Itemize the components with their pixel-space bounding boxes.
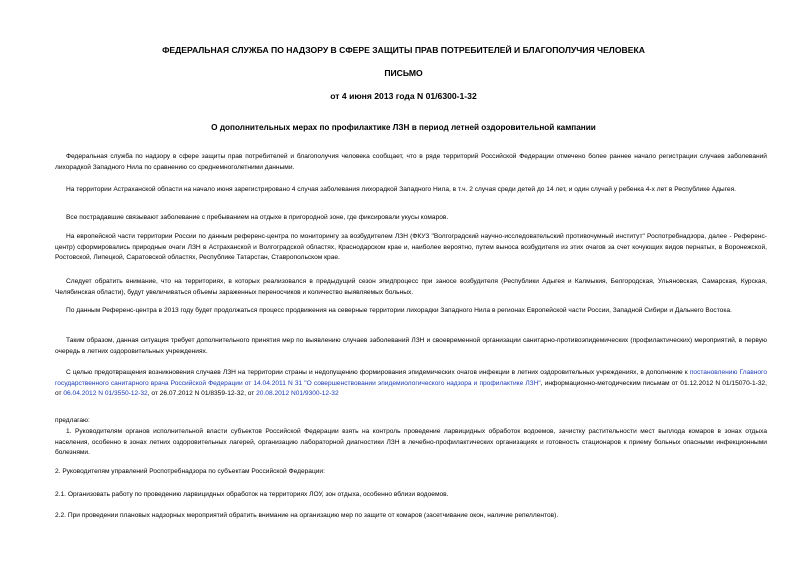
agency-title: ФЕДЕРАЛЬНАЯ СЛУЖБА ПО НАДЗОРУ В СФЕРЕ ЗАЩИТЫ ПРАВ ПОТРЕБИТЕЛЕЙ И БЛАГОПОЛУЧИЯ ЧЕЛОВЕКА (162, 45, 645, 55)
paragraph-3: Все пострадавшие связывают заболевание с пребыванием на отдыхе в пригородной зоне, где фиксировали укусы комаров. (66, 214, 449, 221)
link-letter-01-3550[interactable]: 06.04.2012 N 01/3550-12-32 (63, 390, 148, 397)
paragraph-item-1: 1. Руководителям органов исполнительной власти субъектов Российской Федерации взять на контроль проведение ларвицидных обработок водоемов, зачистку растительности мест выплода комаров в зонах отдыха населения, особенно в зонах летних оздоровительных лагерей, организацию лабораторной диагностики ЛЗН в лечебно-профилактических организациях и готовность стационаров к приему больных опасными инфекционными болезнями. (55, 428, 767, 456)
document-date-number: от 4 июня 2013 года N 01/6300-1-32 (330, 91, 477, 101)
paragraph-item-2-2: 2.2. При проведении плановых надзорных мероприятий обратить внимание на организацию мер по защите от комаров (засетчивание окон, наличие репеллентов). (55, 512, 559, 519)
paragraph-item-2-1: 2.1. Организовать работу по проведению ларвицидных обработок на территориях ЛОУ, зон отдыха, особенно вблизи водоемов. (55, 491, 449, 498)
paragraph-7: Таким образом, данная ситуация требует дополнительного принятия мер по выявлению случаев заболеваний ЛЗН и своевременной организации санитарно-противоэпидемических (профилактических) мероприятий, в первую очередь в летних оздоровительных учреждениях. (55, 337, 767, 355)
link-resolution-n31[interactable]: постановлению Главного государственного санитарного врача Российской Федерации от 14.04.2011 N 31 "О совершенствовании эпидемиологического надзора и профилактике ЛЗН" (55, 369, 767, 387)
paragraph-5: Следует обратить внимание, что на территориях, в которых реализовался в предыдущий сезон эпидпроцесс при заносе возбудителя (Республики Адыгея и Калмыкия, Белгородская, Ульяновская, Самарская, Курская, Челябинская области), будут увеличиваться объемы зараженных переносчиков и количество выявляемых больных. (55, 278, 767, 296)
paragraph-propose: предлагаю: (55, 417, 90, 424)
paragraph-8-intro: С целью предотвращения возникновения случаев ЛЗН на территории страны и недопущению формирования эпидемических очагов инфекции в летних оздоровительных учреждениях, в дополнение к (66, 369, 688, 376)
document-subject: О дополнительных мерах по профилактике ЛЗН в период летней оздоровительной кампании (211, 123, 596, 132)
paragraph-1: Федеральная служба по надзору в сфере защиты прав потребителей и благополучия человека сообщает, что в ряде территорий Российской Федерации отмечено более раннее начало регистрации случаев заболеваний лихорадкой Западного Нила по сравнению со среднемноголетними данными. (55, 153, 767, 171)
paragraph-8-mid-1: , информационно-методическим письмам от 01.12.2012 N 01/15070-1-32, от (55, 379, 767, 397)
document-type: ПИСЬМО (384, 68, 423, 78)
paragraph-8 (55, 368, 767, 400)
paragraph-4: На европейской части территории России по данным референс-центра по мониторингу за возбудителем ЛЗН (ФКУЗ "Волгоградский научно-исследовательский противочумный институт" Роспотребнадзора, далее - Референс-центр) сформировались природные очаги ЛЗН в Астраханской и Волгоградской областях, Краснодарском крае и, наиболее вероятно, путем выноса возбудителя из этих очагов за счет кочующих видов пернатых, в Воронежской, Ростовской, Липецкой, Саратовской областях, Республике Татарстан, Ставропольском крае. (55, 233, 767, 261)
paragraph-2: На территории Астраханской области на начало июня зарегистрировано 4 случая заболевания лихорадкой Западного Нила, в т.ч. 2 случая среди детей до 14 лет, и один случай у ребенка 4-х лет в Республике Адыгея. (66, 186, 737, 193)
paragraph-item-2: 2. Руководителям управлений Роспотребнадзора по субъектам Российской Федерации: (55, 468, 325, 475)
paragraph-8-mid-2: , от 26.07.2012 N 01/8359-12-32, от (147, 390, 255, 397)
paragraph-6: По данным Референс-центра в 2013 году будет продолжаться процесс продвижения на северные территории лихорадки Западного Нила в регионах Европейской части России, Западной Сибири и Дальнего Востока. (66, 307, 732, 314)
link-letter-01-9300[interactable]: 20.08.2012 N01/9300-12-32 (256, 390, 339, 397)
